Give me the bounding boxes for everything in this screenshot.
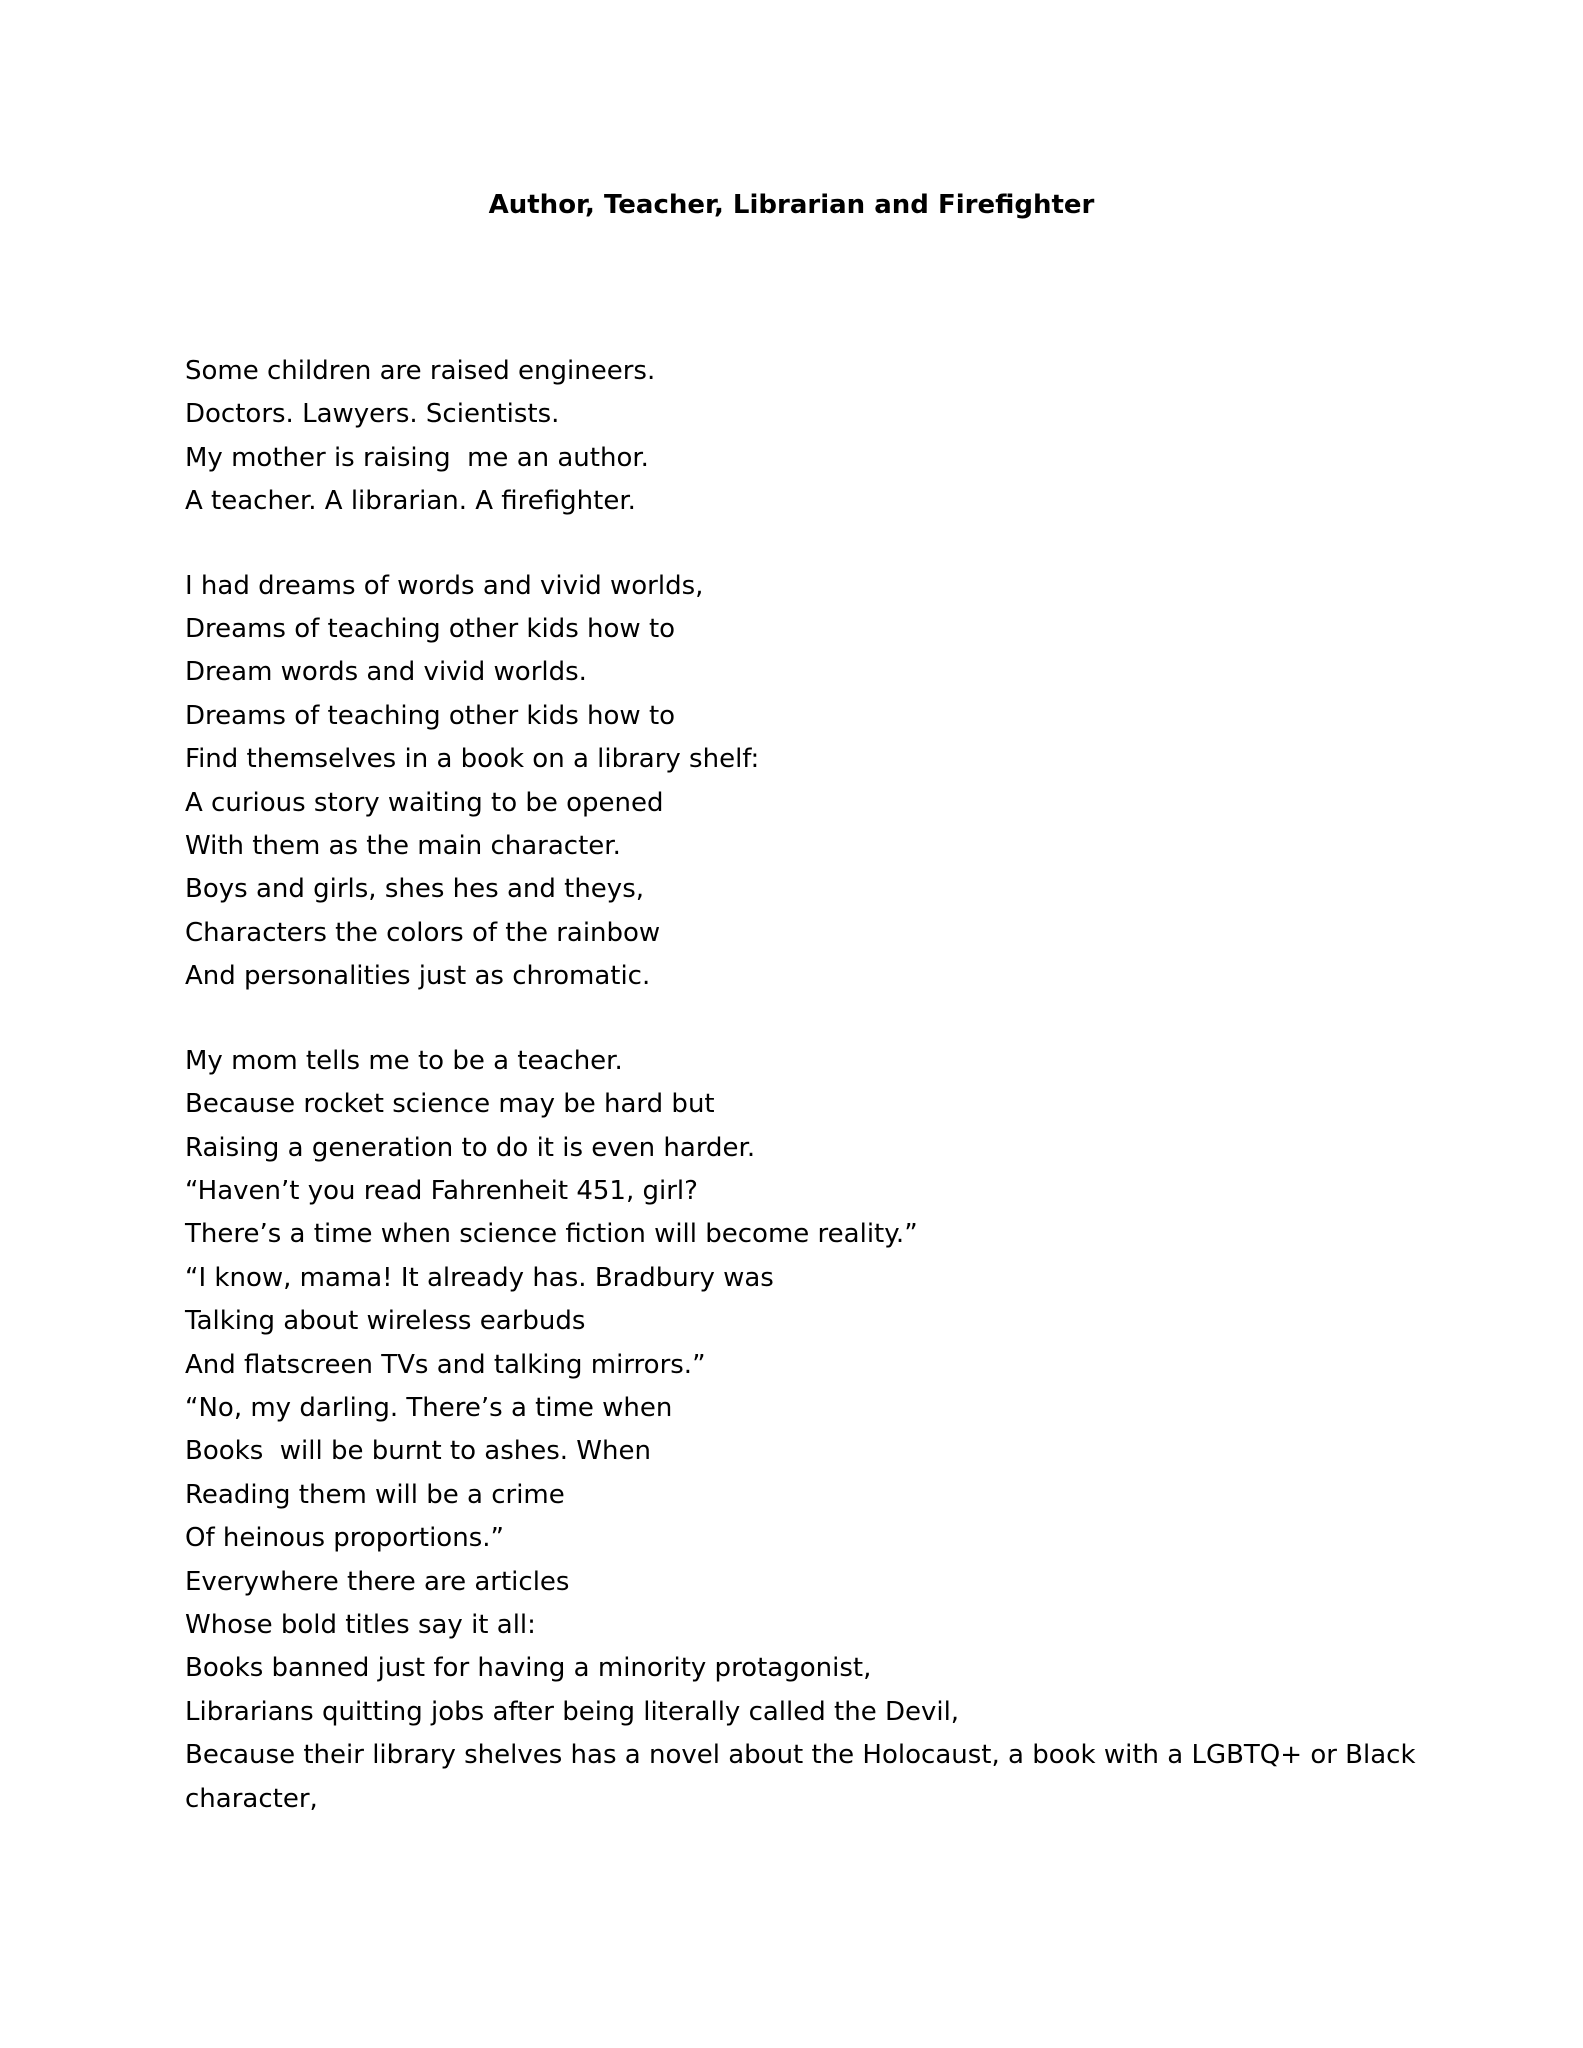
poem-line: And flatscreen TVs and talking mirrors.” xyxy=(185,1349,706,1380)
poem-title: Author, Teacher, Librarian and Firefighter xyxy=(488,190,1095,220)
poem-line: character, xyxy=(185,1783,318,1814)
poem-line: “I know, mama! It already has. Bradbury was xyxy=(185,1262,774,1293)
poem-line: “No, my darling. There’s a time when xyxy=(185,1392,673,1423)
poem-line: Raising a generation to do it is even harder. xyxy=(185,1132,756,1163)
poem-line: Some children are raised engineers. xyxy=(185,356,656,386)
poem-line: Because rocket science may be hard but xyxy=(185,1089,715,1120)
poem-line: “Haven’t you read Fahrenheit 451, girl? xyxy=(185,1175,698,1206)
poem-line: Talking about wireless earbuds xyxy=(185,1306,586,1337)
poem-line: Whose bold titles say it all: xyxy=(185,1609,536,1640)
poem-line: A teacher. A librarian. A firefighter. xyxy=(185,486,636,517)
poem-line: Dream words and vivid worlds. xyxy=(185,657,587,688)
poem-line: Find themselves in a book on a library shelf: xyxy=(185,744,760,775)
poem-line: Doctors. Lawyers. Scientists. xyxy=(185,399,560,430)
stanza-1 xyxy=(185,350,1445,524)
poem-line: Books banned just for having a minority protagonist, xyxy=(185,1653,872,1684)
poem-line: And personalities just as chromatic. xyxy=(185,961,651,992)
poem-body xyxy=(185,350,1445,1862)
poem-line: There’s a time when science fiction will become reality.” xyxy=(185,1219,918,1250)
poem-line: Everywhere there are articles xyxy=(185,1566,570,1597)
stanza-3 xyxy=(185,1040,1445,1821)
poem-line: My mom tells me to be a teacher. xyxy=(185,1045,623,1076)
poem-line: Because their library shelves has a novel about the Holocaust, a book with a LGBTQ+ or Black xyxy=(185,1740,1416,1771)
poem-line: Boys and girls, shes hes and theys, xyxy=(185,874,644,905)
poem-line: I had dreams of words and vivid worlds, xyxy=(185,570,704,601)
poem-line: My mother is raising me an author. xyxy=(185,442,649,473)
poem-line: Characters the colors of the rainbow xyxy=(185,917,661,948)
poem-line: With them as the main character. xyxy=(185,831,621,862)
poem-line: Librarians quitting jobs after being literally called the Devil, xyxy=(185,1696,960,1727)
poem-line: Dreams of teaching other kids how to xyxy=(185,700,676,731)
poem-line: Of heinous proportions.” xyxy=(185,1523,504,1554)
poem-line: Books will be burnt to ashes. When xyxy=(185,1436,651,1467)
poem-line: Dreams of teaching other kids how to xyxy=(185,614,676,645)
poem-line: A curious story waiting to be opened xyxy=(185,787,664,818)
poem-line: Reading them will be a crime xyxy=(185,1479,565,1510)
stanza-2 xyxy=(185,565,1445,999)
